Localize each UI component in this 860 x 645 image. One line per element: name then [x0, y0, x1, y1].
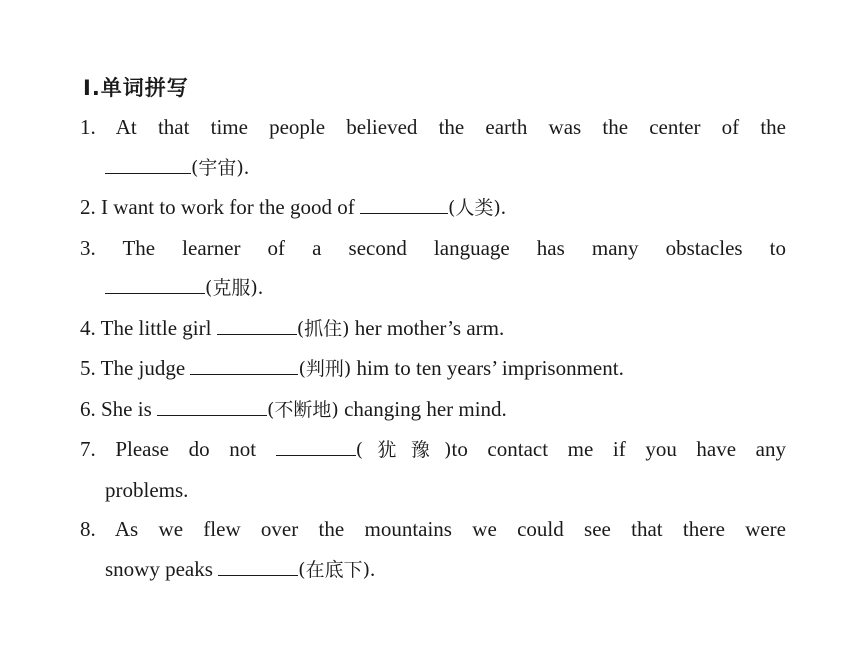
answer-blank-4[interactable]	[217, 316, 297, 335]
question-7-line-1	[80, 430, 786, 471]
answer-blank-3[interactable]	[105, 275, 205, 294]
question-3-line-2	[80, 268, 786, 309]
question-4	[80, 309, 786, 350]
question-4-text: 4. The little girl	[80, 315, 217, 340]
question-3-tail: .	[257, 275, 264, 299]
chinese-hint-7: (犹豫)	[355, 439, 452, 461]
question-3-line-1: 3. The learner of a second language has many obstacles to	[80, 235, 786, 260]
answer-blank-5[interactable]	[190, 356, 298, 375]
chinese-hint-4: (抓住)	[296, 317, 350, 340]
question-5	[80, 349, 786, 390]
question-6-text: 6. She is	[80, 396, 158, 421]
question-6-tail: changing her mind.	[338, 396, 507, 421]
question-8-tail: .	[369, 556, 376, 581]
answer-blank-1[interactable]	[105, 155, 191, 174]
worksheet	[80, 68, 786, 590]
section-title: Ⅰ.单词拼写	[83, 76, 189, 100]
question-8-line-1: 8. As we flew over the mountains we could see that there were	[80, 517, 786, 541]
chinese-hint-8: (在底下)	[298, 558, 370, 581]
question-4-tail: her mother’s arm.	[349, 315, 505, 340]
question-5-tail: him to ten years’ imprisonment.	[351, 356, 624, 380]
answer-blank-6[interactable]	[157, 397, 267, 416]
question-5-text: 5. The judge	[80, 356, 191, 380]
question-7-line-2: problems.	[105, 477, 189, 502]
chinese-hint-6: (不断地)	[267, 398, 339, 421]
question-1-line-1: 1. At that time people believed the earth was the center of the	[80, 115, 786, 139]
question-2-tail: .	[500, 195, 507, 219]
question-2	[80, 188, 786, 229]
answer-blank-2[interactable]	[360, 195, 448, 214]
question-2-text: 2. I want to work for the good of	[80, 195, 360, 219]
question-1-tail: .	[243, 154, 250, 179]
answer-blank-8[interactable]	[218, 557, 298, 576]
chinese-hint-5: (判刑)	[298, 358, 352, 380]
answer-blank-7[interactable]	[276, 437, 356, 456]
chinese-hint-3: (克服)	[205, 277, 258, 299]
chinese-hint-2: (人类)	[447, 197, 501, 219]
question-1-line-2	[80, 148, 786, 189]
question-7-tail: to contact me if you have any	[451, 437, 786, 461]
question-6	[80, 390, 786, 431]
question-8-line-2	[80, 550, 786, 591]
question-7-text: 7. Please do not	[80, 437, 276, 461]
chinese-hint-1: (宇宙)	[191, 156, 244, 179]
question-8-text: snowy peaks	[105, 556, 219, 581]
